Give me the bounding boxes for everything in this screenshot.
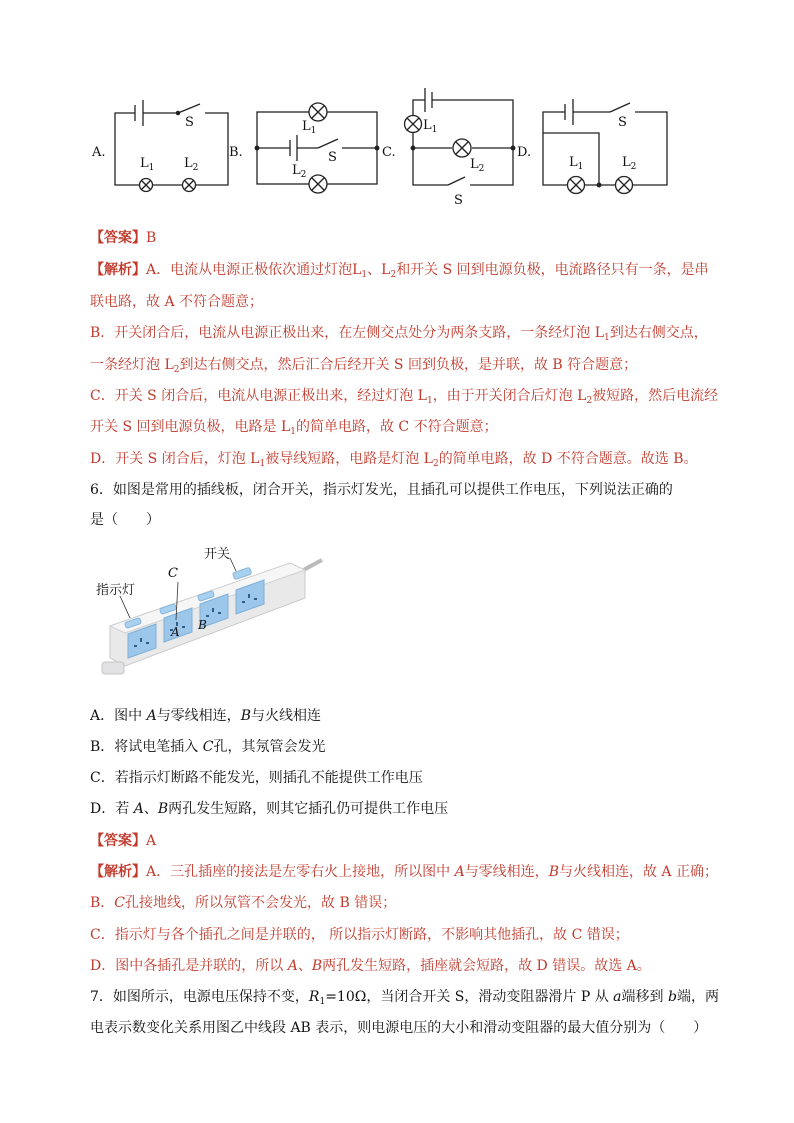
fig-c-label: C: [168, 566, 178, 581]
q6-option-a: A．图中 A与零线相连，B与火线相连: [90, 708, 321, 724]
answer-value: A: [146, 833, 157, 849]
q5-analysis-a-line2: 联电路，故 A 不符合题意；: [90, 294, 264, 310]
circuit-b-l1-label: $L_1$: [302, 119, 317, 136]
circuit-diagrams: [0, 85, 794, 220]
circuit-c-label: C.: [382, 145, 396, 160]
circuit-a-l1-label: $L_1$: [140, 156, 155, 173]
q5-analysis-a-line1: 【解析】A．电流从电源正极依次通过灯泡$L_1$、$L_2$和开关 S 回到电源负极，电流路径只有一条，是串: [90, 262, 709, 280]
circuit-a-switch-label: S: [185, 115, 194, 130]
q7-stem-line1: 7．如图所示，电源电压保持不变，$R_1=10\Omega$，当闭合开关 S，滑动变阻器滑片 P 从 a端移到 b端，两: [90, 989, 719, 1007]
q6-option-b: B．将试电笔插入 C孔，其氖管会发光: [90, 739, 326, 755]
circuit-c-diagram: [405, 88, 515, 185]
answer-tag: 【答案】: [90, 230, 146, 246]
q6-analysis-a: 【解析】A．三孔插座的接法是左零右火上接地，所以图中 A与零线相连，B与火线相连，故 A 正确；: [90, 864, 718, 880]
q5-analysis-c-line2: 开关 S 回到电源负极，电路是 $L_1$的简单电路，故 C 不符合题意；: [90, 419, 498, 437]
q6-answer-line: [90, 831, 156, 851]
q6-option-c: C．若指示灯断路不能发光，则插孔不能提供工作电压: [90, 770, 423, 786]
fig-switch-label: 开关: [204, 547, 231, 562]
circuit-d-diagram: [543, 99, 667, 194]
circuit-d-label: D.: [517, 145, 532, 160]
fig-a-label: A: [171, 625, 180, 639]
q6-analysis-b: B．C孔接地线，所以氖管不会发光，故 B 错误；: [90, 895, 397, 911]
q7-stem-line2: 电表示数变化关系用图乙中线段 AB 表示，则电源电压的大小和滑动变阻器的最大值分别为（ ）: [90, 1020, 708, 1036]
answer-tag: 【答案】: [90, 833, 146, 849]
circuit-a-l2-label: $L_2$: [184, 156, 199, 173]
q6-stem-line2: 是（ ）: [90, 512, 160, 528]
circuit-a-label: A.: [92, 145, 106, 160]
answer-value: B: [146, 230, 157, 246]
circuit-b-switch-label: S: [328, 150, 337, 165]
q5-analysis-b-line1: B．开关闭合后，电流从电源正极出来，在左侧交点处分为两条支路，一条经灯泡 $L_1$到达右侧交点，: [90, 325, 708, 343]
q6-option-d: D．若 A、B两孔发生短路，则其它插孔仍可提供工作电压: [90, 801, 449, 817]
fig-indicator-label: 指示灯: [96, 583, 136, 598]
q5-analysis-b-line2: 一条经灯泡 $L_2$到达右侧交点，然后汇合后经开关 S 回到负极，是并联，故 B 符合题意；: [90, 357, 638, 375]
circuit-c-switch-label: S: [454, 193, 463, 208]
q6-analysis-c: C．指示灯与各个插孔之间是并联的， 所以指示灯断路，不影响其他插孔，故 C 错误；: [90, 927, 629, 943]
fig-b-label: B: [198, 618, 207, 632]
circuit-d-switch-label: S: [618, 115, 627, 130]
circuit-b-label: B.: [229, 145, 243, 160]
q5-analysis-d-line: D．开关 S 闭合后，灯泡 $L_1$被导线短路，电路是灯泡 $L_2$的简单电路，故 D 不符合题意。故选 B。: [90, 451, 698, 469]
circuit-a-diagram: [115, 100, 228, 192]
q6-analysis-d: D．图中各插孔是并联的，所以 A、B两孔发生短路，插座就会短路，故 D 错误。故选 A。: [90, 958, 651, 974]
circuit-d-l1-label: $L_1$: [569, 155, 584, 172]
circuit-d-l2-label: $L_2$: [622, 155, 637, 172]
analysis-tag: 【解析】: [90, 864, 146, 880]
q5-analysis-c-line1: C．开关 S 闭合后，电流从电源正极出来，经过灯泡 $L_1$，由于开关闭合后灯泡 $L_2$被短路，然后电流经: [90, 388, 719, 406]
q5-answer-line: [90, 228, 156, 248]
circuit-c-l2-label: $L_2$: [470, 157, 485, 174]
power-strip-figure: [90, 538, 330, 698]
circuit-c-l1-label: $L_1$: [423, 118, 438, 135]
q6-stem-line1: 6．如图是常用的插线板，闭合开关，指示灯发光，且插孔可以提供工作电压，下列说法正确的: [90, 482, 673, 498]
circuit-b-l2-label: $L_2$: [292, 163, 307, 180]
analysis-tag: 【解析】: [90, 262, 146, 278]
circuit-b-diagram: [255, 103, 379, 193]
